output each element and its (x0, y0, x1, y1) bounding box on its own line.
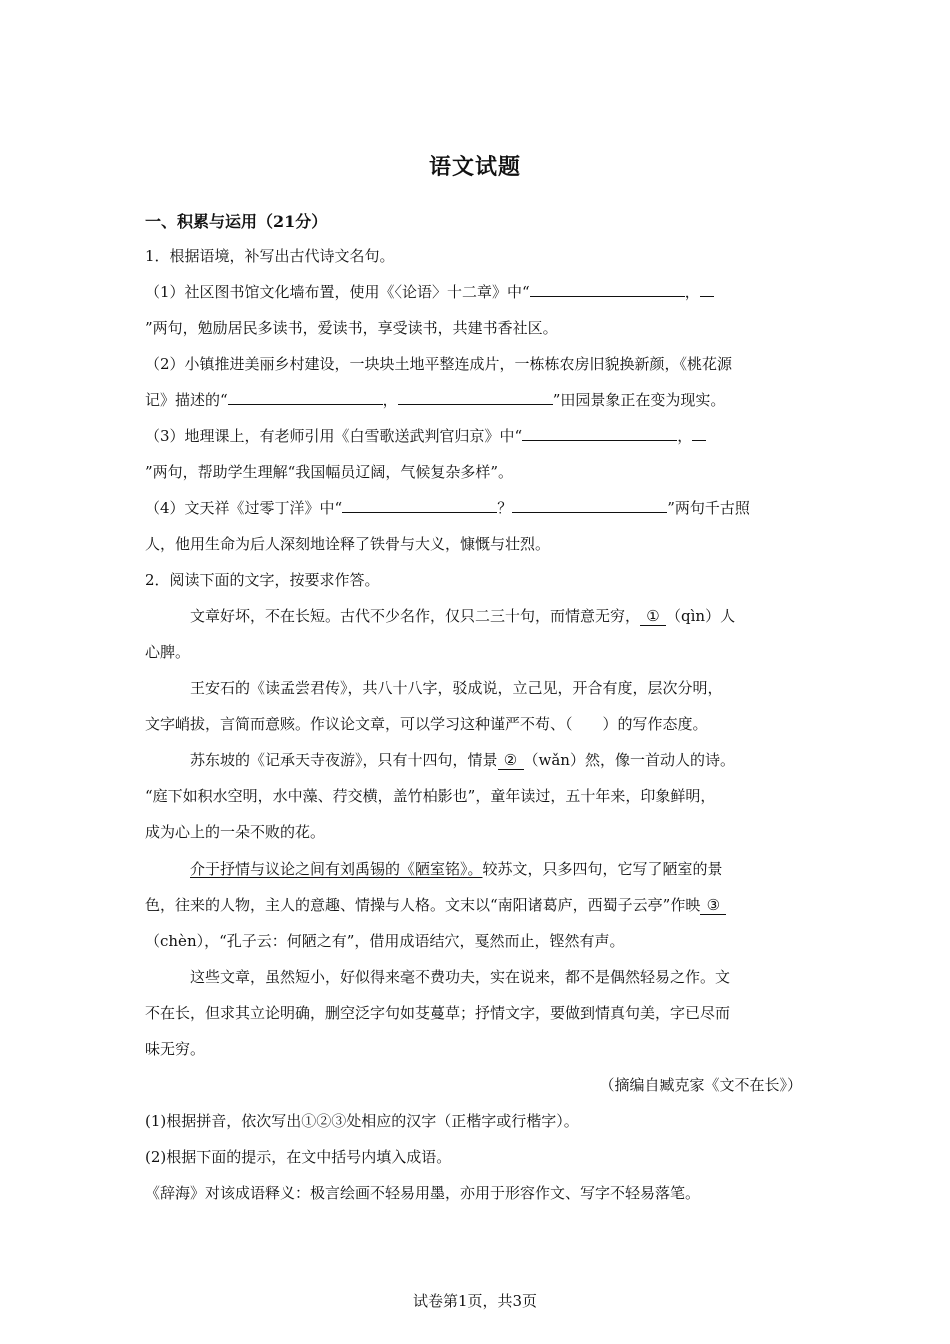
passage-p1-line1 (190, 605, 735, 626)
q1-part1-line1 (145, 281, 714, 302)
passage-p2-line2: 文字峭拔，言简而意赅。作议论文章，可以学习这种谨严不苟、（ ）的写作态度。 (145, 715, 708, 733)
passage-p3-line1 (190, 749, 735, 770)
passage-p4-line3: （chèn），“孔子云：何陋之有”，借用成语结穴，戛然而止，铿然有声。 (145, 932, 625, 950)
q1-part3-line1 (145, 425, 706, 446)
answer-blank[interactable] (530, 281, 685, 297)
answer-blank[interactable] (512, 497, 667, 513)
text: （3）地理课上，有老师引用《白雪歌送武判官归京》中“ (145, 427, 523, 445)
text: （wǎn）然，像一首动人的诗。 (523, 751, 735, 769)
passage-p5-line1: 这些文章，虽然短小，好似得来毫不费功夫，实在说来，都不是偶然轻易之作。文 (190, 968, 731, 986)
answer-blank[interactable] (700, 281, 714, 297)
blank-marker-3[interactable]: ③ (700, 896, 726, 915)
text: ？ (497, 499, 513, 517)
q1-part1-line2: ”两句，勉励居民多读书，爱读书，享受读书，共建书香社区。 (145, 319, 558, 337)
answer-blank[interactable] (342, 497, 497, 513)
text: （1）社区图书馆文化墙布置，使用《〈论语〉十二章》中“ (145, 283, 530, 301)
blank-marker-1[interactable]: ① (640, 607, 666, 626)
answer-blank[interactable] (398, 389, 553, 405)
passage-p5-line3: 味无穷。 (145, 1040, 206, 1058)
passage-p4-line1 (190, 858, 723, 879)
answer-blank[interactable] (522, 425, 677, 441)
text: ， (684, 283, 700, 301)
answer-blank[interactable] (228, 389, 383, 405)
q1-part4-line2: 人，他用生命为后人深刻地诠释了铁骨与大义，慷慨与壮烈。 (145, 535, 551, 553)
q1-part4-line1 (145, 497, 750, 518)
question-1-stem: 1．根据语境，补写出古代诗文名句。 (145, 247, 395, 265)
text: 苏东坡的《记承天寺夜游》，只有十四句，情景 (190, 751, 498, 769)
passage-source: （摘编自臧克家《文不在长》） (599, 1076, 802, 1094)
text: ， (382, 391, 398, 409)
text: 色，往来的人物，主人的意趣、情操与人格。文末以“南阳诸葛庐，西蜀子云亭”作映 (145, 896, 701, 914)
text: ”两句千古照 (667, 499, 750, 517)
idiom-hint: 《辞海》对该成语释义：极言绘画不轻易用墨，亦用于形容作文、写字不轻易落笔。 (145, 1184, 701, 1202)
page-title: 语文试题 (428, 154, 521, 180)
passage-p2-line1: 王安石的《读孟尝君传》，共八十八字，驳成说，立己见，开合有度，层次分明， (190, 679, 723, 697)
passage-p3-line2: “庭下如积水空明，水中藻、荇交横，盖竹柏影也”，童年读过，五十年来，印象鲜明， (145, 787, 716, 805)
question-2-stem: 2．阅读下面的文字，按要求作答。 (145, 571, 380, 589)
q1-part3-line2: ”两句，帮助学生理解“我国幅员辽阔，气候复杂多样”。 (145, 463, 514, 481)
blank-marker-2[interactable]: ② (498, 751, 524, 770)
answer-blank[interactable] (692, 425, 706, 441)
text: 文章好坏，不在长短。古代不少名作，仅只二三十句，而情意无穷， (190, 607, 641, 625)
passage-p5-line2: 不在长，但求其立论明确，删空泛字句如芟蔓草；抒情文字，要做到情真句美，字已尽而 (145, 1004, 731, 1022)
q1-part2-line2 (145, 389, 725, 410)
q1-part2-line1: （2）小镇推进美丽乡村建设，一块块土地平整连成片，一栋栋农房旧貌换新颜，《桃花源 (145, 355, 733, 373)
section-heading: 一、积累与运用（21分） (145, 212, 328, 231)
text: ， (677, 427, 693, 445)
text: 较苏文，只多四句，它写了陋室的景 (482, 860, 723, 878)
passage-p1-line2: 心脾。 (145, 643, 191, 661)
text: 记》描述的“ (145, 391, 228, 409)
text: ”田园景象正在变为现实。 (552, 391, 726, 409)
text: （qìn）人 (666, 607, 736, 625)
passage-p4-line2 (145, 894, 726, 915)
passage-p3-line3: 成为心上的一朵不败的花。 (145, 823, 326, 841)
page-footer: 试卷第1页，共3页 (412, 1292, 538, 1310)
sub-question-2: (2)根据下面的提示，在文中括号内填入成语。 (145, 1148, 452, 1166)
text: （4）文天祥《过零丁洋》中“ (145, 499, 343, 517)
underlined-sentence: 介于抒情与议论之间有刘禹锡的《陋室铭》。 (190, 860, 483, 878)
sub-question-1: (1)根据拼音，依次写出①②③处相应的汉字（正楷字或行楷字）。 (145, 1112, 579, 1130)
